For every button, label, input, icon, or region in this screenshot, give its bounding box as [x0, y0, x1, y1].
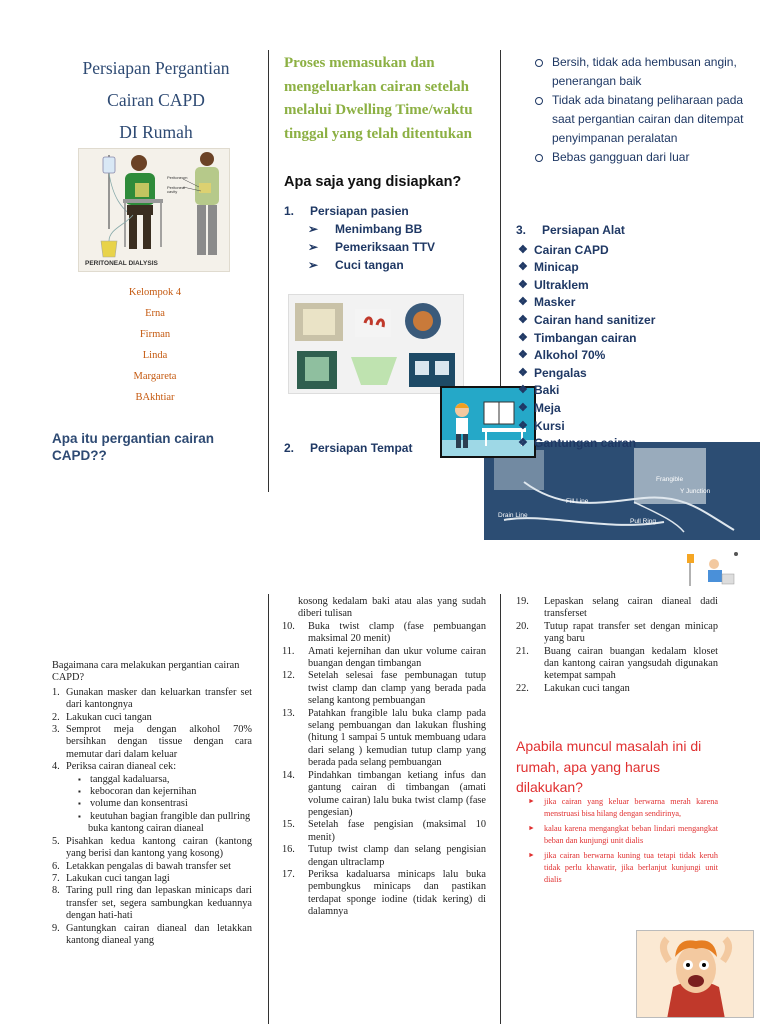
list-item: ➢ Pemeriksaan TTV	[308, 240, 436, 254]
page-title: Persiapan Pergantian Cairan CAPD DI Rumah	[82, 58, 230, 142]
preparation-question: Apa saja yang disiapkan?	[284, 174, 462, 190]
list-item: ▪ kebocoran dan kejernihan	[52, 786, 252, 798]
list-item: ▪ volume dan konsentrasi	[52, 798, 252, 810]
list-item: ► jika cairan yang keluar berwarna merah karena menstruasi bisa hilang dengan sendirinya,	[528, 796, 718, 819]
list-item: ❖ Ultraklem	[516, 277, 655, 295]
svg-text:cavity: cavity	[167, 189, 178, 194]
section-label: Persiapan Alat	[542, 223, 625, 237]
list-item: 21. Buang cairan buangan kedalam kloset dan kantong cairan yangsudah digunakan ketempat sampah	[516, 645, 718, 682]
list-item: Tidak ada binatang peliharaan pada saat pergantian cairan dan ditempat penyimpanan peralatan	[534, 91, 744, 148]
list-item: ❖ Gantungan cairan	[516, 435, 655, 453]
supplies-photo-icon	[289, 295, 463, 393]
y-junction-label: Y Junction	[680, 488, 711, 495]
worried-man-image	[636, 930, 754, 1018]
list-item: 7. Lakukan cuci tangan lagi	[52, 872, 170, 884]
team-member: Firman	[139, 329, 171, 340]
list-item: ➢ Menimbang BB	[308, 222, 423, 236]
list-item: 2. Lakukan cuci tangan	[52, 711, 152, 723]
arrow-icon: ➢	[308, 240, 319, 254]
place-preparation: 2. Persiapan Tempat	[284, 441, 413, 455]
list-item: ➢ Cuci tangan	[308, 258, 404, 272]
svg-text:Peritoneum: Peritoneum	[167, 175, 188, 180]
arrow-icon: ➢	[308, 258, 319, 272]
team-member: Linda	[142, 350, 168, 361]
list-item: 20. Tutup rapat transfer set dengan minicap yang baru	[516, 620, 718, 645]
list-item: 15. Setelah fase pengisian (maksimal 10 menit)	[282, 819, 486, 843]
list-item: 14. Pindahkan timbangan ketiang infus dan gantung cairan di timbangan (amati volume cairan) lalu buka twist clamp (fase pengesian)	[282, 769, 486, 818]
list-item: 19. Lepaskan selang cairan dianeal dadi transferset	[516, 596, 718, 620]
place-conditions-list	[534, 53, 744, 167]
list-item: ▪ keutuhan bagian frangible dan pullring	[52, 811, 252, 823]
list-item: 1. Gunakan masker dan keluarkan transfer set dari kantongnya	[52, 686, 252, 711]
fill-line-label: Fill Line	[566, 498, 589, 505]
list-item: 17. Periksa kadaluarsa minicaps lalu buka pembungkus minicaps dan pastikan terdapat sponge iodine (tidak kering) di dalamnya	[282, 868, 486, 918]
list-item: kosong kedalam baki atau alas yang sudah diberi tulisan	[298, 596, 486, 620]
team-member: Margareta	[133, 371, 177, 382]
list-item: ❖ Cairan hand sanitizer	[516, 312, 655, 330]
list-item: 3. Semprot meja dengan alkohol 70% bersihkan dengan tissue dengan cara memutar dari dalam keluar	[52, 724, 252, 760]
list-item: 12. Setelah selesai fase pembunagan tutup twist clamp dan clamp yang berada pada selang kantong pembuangan	[282, 670, 486, 707]
arrow-icon: ➢	[308, 222, 319, 236]
worker-icon	[684, 550, 740, 590]
list-item: 6. Letakkan pengalas di bawah transfer set	[52, 860, 231, 872]
list-item: 22. Lakukan cuci tangan	[516, 682, 630, 694]
process-heading: Proses memasukan dan mengeluarkan cairan setelah melalui Dwelling Time/waktu tinggal yang telah ditentukan	[284, 55, 473, 142]
list-item: ❖ Minicap	[516, 259, 655, 277]
list-item: 11. Amati kejernihan dan ukur volume cairan buangan dengan timbangan	[282, 645, 486, 670]
list-item: buka kantong cairan dianeal	[88, 823, 204, 835]
dialysis-figures-icon	[79, 149, 229, 271]
list-item: Bebas gangguan dari luar	[534, 148, 744, 167]
list-item: 9. Gantungkan cairan dianeal dan letakkan kantong dianeal yang	[52, 922, 252, 946]
peritoneal-dialysis-illustration	[78, 148, 230, 272]
list-item: ❖ Baki	[516, 382, 655, 400]
drain-line-label: Drain Line	[498, 512, 528, 519]
list-item: ▪ tanggal kadaluarsa,	[52, 774, 252, 786]
list-item: ❖ Alkohol 70%	[516, 347, 655, 365]
list-item: ❖ Pengalas	[516, 365, 655, 383]
svg-text:Peritoneal: Peritoneal	[167, 185, 186, 190]
team-name: Kelompok 4	[128, 287, 182, 298]
list-item: ❖ Kursi	[516, 418, 655, 436]
list-item: ❖ Meja	[516, 400, 655, 418]
illustration-caption: PERITONEAL DIALYSIS	[85, 260, 158, 267]
frangible-label: Frangible	[656, 476, 684, 483]
list-item: ❖ Cairan CAPD	[516, 242, 655, 260]
column-divider	[268, 50, 269, 492]
procedure-heading: Bagaimana cara melakukan pergantian cairan CAPD?	[52, 660, 240, 684]
problem-tips	[528, 796, 718, 889]
column-divider	[268, 594, 269, 1024]
column-divider	[500, 594, 501, 1024]
worried-man-icon	[637, 931, 754, 1018]
team-member: Erna	[145, 308, 165, 319]
pull-ring-label: Pull Ring	[630, 518, 657, 525]
procedure-steps-part2	[282, 596, 486, 919]
procedure-steps-part3	[516, 596, 718, 695]
list-item: Bersih, tidak ada hembusan angin, penerangan baik	[534, 53, 744, 91]
what-is-capd-question: Apa itu pergantian cairan CAPD??	[52, 431, 215, 463]
list-item: ❖ Masker	[516, 294, 655, 312]
section-label: Persiapan Tempat	[310, 441, 413, 455]
list-item: 5. Pisahkan kedua kantong cairan (kantong yang berisi dan kantong yang kosong)	[52, 835, 252, 860]
list-item: 10. Buka twist clamp (fase pembuangan maksimal 20 menit)	[282, 620, 486, 645]
list-item: ❖ Timbangan cairan	[516, 330, 655, 348]
problem-heading: Apabila muncul masalah ini di rumah, apa yang harus dilakukan?	[516, 738, 702, 795]
team-list	[100, 282, 210, 408]
procedure-steps-part1	[52, 660, 252, 947]
list-item: 8. Taring pull ring dan lepaskan minicaps dari transfer set, segera sambungkan keduannya dengan hati-hati	[52, 885, 252, 922]
list-item: 16. Tutup twist clamp dan selang pengisian dengan ultraclamp	[282, 844, 486, 868]
list-item: 4. Periksa cairan dianeal cek:	[52, 761, 177, 773]
list-item: ► kalau karena mengangkat beban lindari mengangkat beban dan kunjungi unit dialis	[528, 823, 718, 846]
patient-prep-photos	[288, 294, 464, 394]
patient-preparation: 1. Persiapan pasien ➢ Menimbang BB ➢ Pemeriksaan TTV ➢ Cuci tangan	[284, 204, 436, 272]
worker-clipart	[684, 550, 740, 590]
team-member: BAkhtiar	[135, 392, 175, 403]
section-label: Persiapan pasien	[310, 204, 409, 218]
equipment-preparation: 3. Persiapan Alat ❖ Cairan CAPD ❖ Minicap ❖ Ultraklem ❖ Masker ❖ Cairan hand sanitizer ❖ Timbangan cairan ❖ Alkohol 70% ❖ Pengalas ❖ Baki ❖ Meja ❖ Kursi ❖ Gantungan cairan	[516, 222, 655, 453]
list-item: ► jika cairan berwarna kuning tua tetapi tidak keruh tidak perlu khawatir, jika berlanjut kunjungi unit dialis	[528, 850, 718, 885]
list-item: 13. Patahkan frangible lalu buka clamp pada selang pembuangan dan lakukan flushing (hitung 1 sampai 5 untuk membuang udara dari selang ) kemudian tutup clamp yang berada pada selang pembuangan	[282, 707, 486, 769]
